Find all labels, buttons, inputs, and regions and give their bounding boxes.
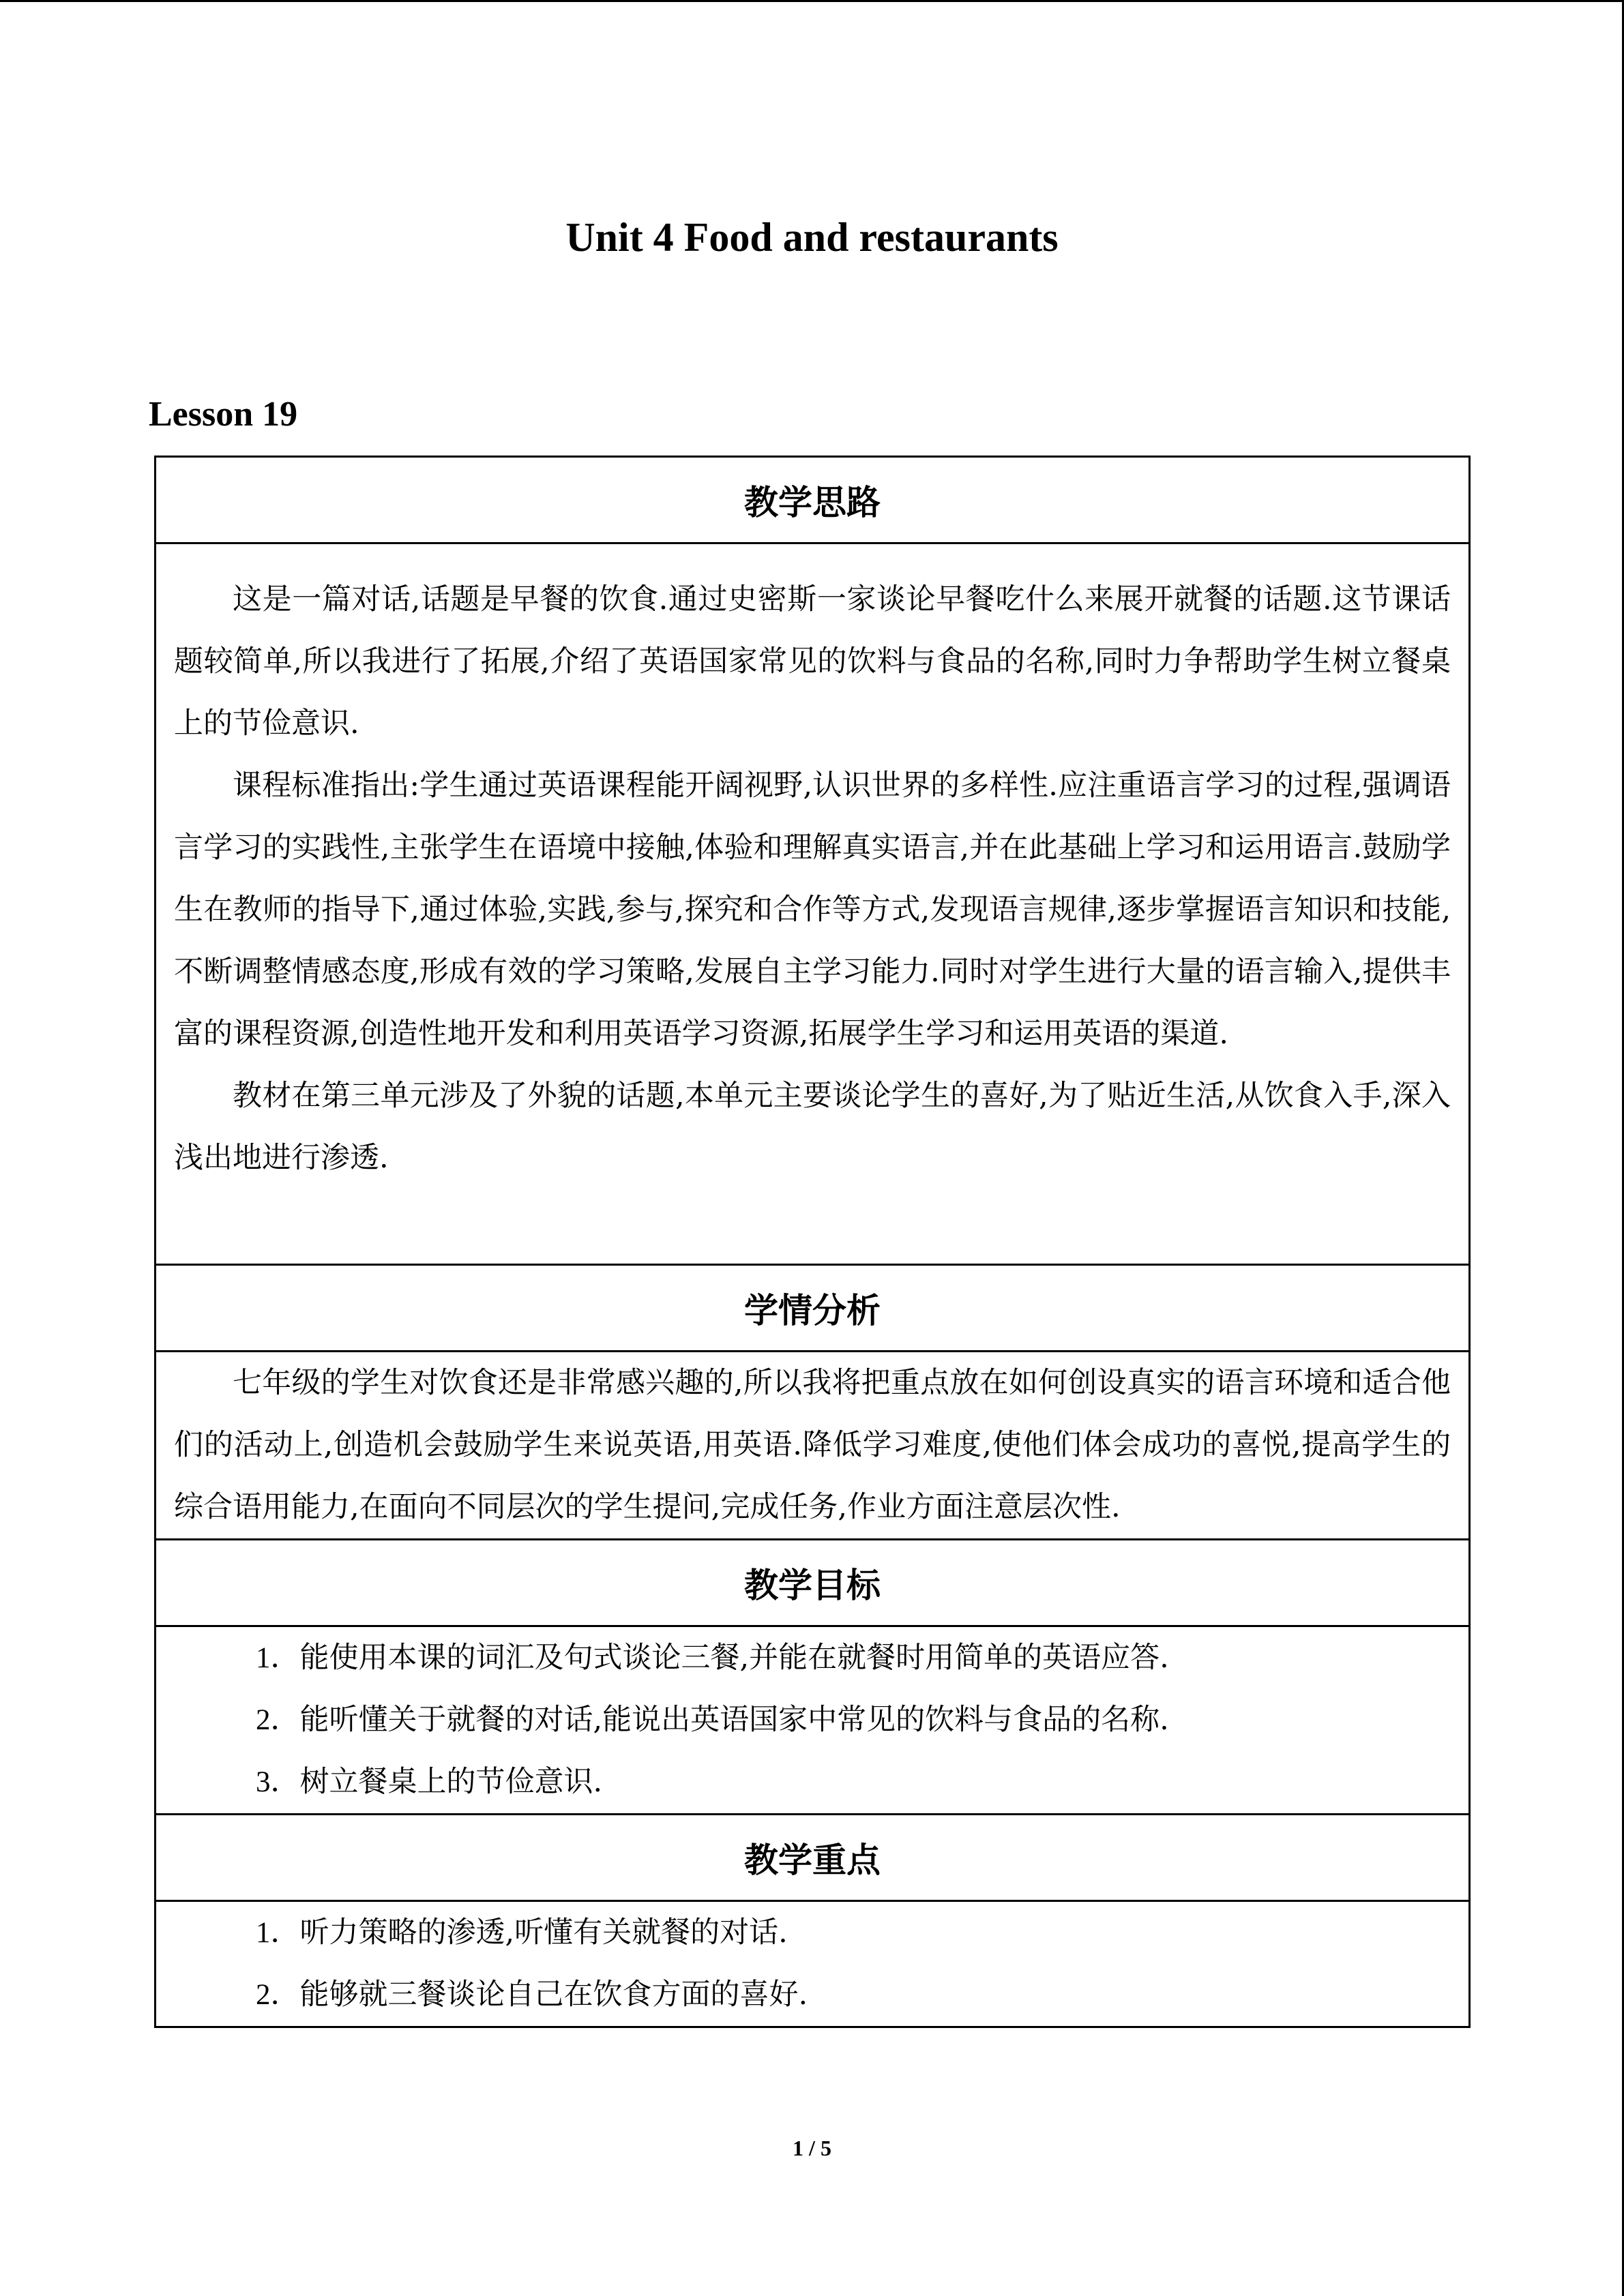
key-point-text: 能够就三餐谈论自己在饮食方面的喜好. <box>299 1978 808 2012</box>
key-point-item <box>174 1902 1451 1964</box>
page-border-top <box>0 0 1624 2</box>
key-points-body <box>156 1901 1470 2027</box>
key-point-item <box>174 1964 1451 2026</box>
teaching-idea-heading-row <box>156 457 1470 543</box>
objective-item <box>174 1751 1451 1813</box>
objectives-heading: 教学目标 <box>156 1540 1470 1626</box>
document-title: Unit 4 Food and restaurants <box>565 215 1059 260</box>
lesson-plan-table <box>154 456 1471 2028</box>
page-number: 1 / 5 <box>793 2136 831 2160</box>
student-analysis-body-row <box>156 1352 1470 1540</box>
objective-text: 能听懂关于就餐的对话,能说出英语国家中常见的饮料与食品的名称. <box>299 1703 1169 1737</box>
teaching-idea-body <box>156 543 1470 1265</box>
teaching-idea-body-row <box>156 543 1470 1265</box>
teaching-idea-paragraph: 教材在第三单元涉及了外貌的话题,本单元主要谈论学生的喜好,为了贴近生活,从饮食入手,深入浅出地进行渗透. <box>174 1079 1451 1175</box>
objective-number: 2． <box>256 1704 300 1736</box>
key-point-text: 听力策略的渗透,听懂有关就餐的对话. <box>299 1915 788 1950</box>
objective-item <box>174 1689 1451 1751</box>
student-analysis-body <box>156 1352 1470 1540</box>
teaching-idea-paragraph: 课程标准指出:学生通过英语课程能开阔视野,认识世界的多样性.应注重语言学习的过程,强调语言学习的实践性,主张学生在语境中接触,体验和理解真实语言,并在此基础上学习和运用语言.鼓励学生在教师的指导下,通过体验,实践,参与,探究和合作等方式,发现语言规律,逐步掌握语言知识和技能,不断调整情感态度,形成有效的学习策略,发展自主学习能力.同时对学生进行大量的语言输入,提供丰富的课程资源,创造性地开发和利用英语学习资源,拓展学生学习和运用英语的渠道. <box>174 769 1451 1051</box>
objectives-body-row <box>156 1626 1470 1815</box>
lesson-label: Lesson 19 <box>149 395 298 434</box>
student-analysis-paragraph: 七年级的学生对饮食还是非常感兴趣的,所以我将把重点放在如何创设真实的语言环境和适合他们的活动上,创造机会鼓励学生来说英语,用英语.降低学习难度,使他们体会成功的喜悦,提高学生的综合语用能力,在面向不同层次的学生提问,完成任务,作业方面注意层次性. <box>174 1366 1451 1524</box>
student-analysis-heading: 学情分析 <box>156 1265 1470 1352</box>
objective-text: 能使用本课的词汇及句式谈论三餐,并能在就餐时用简单的英语应答. <box>299 1641 1169 1675</box>
objective-number: 3． <box>256 1766 300 1798</box>
teaching-idea-heading: 教学思路 <box>156 457 1470 543</box>
key-points-heading: 教学重点 <box>156 1815 1470 1901</box>
objectives-heading-row <box>156 1540 1470 1626</box>
key-point-number: 2． <box>256 1979 300 2011</box>
key-point-number: 1． <box>256 1917 300 1949</box>
objective-item <box>174 1627 1451 1689</box>
key-points-body-row <box>156 1901 1470 2027</box>
objective-number: 1． <box>256 1642 300 1674</box>
student-analysis-heading-row <box>156 1265 1470 1352</box>
objectives-body <box>156 1626 1470 1815</box>
teaching-idea-paragraph: 这是一篇对话,话题是早餐的饮食.通过史密斯一家谈论早餐吃什么来展开就餐的话题.这节课话题较简单,所以我进行了拓展,介绍了英语国家常见的饮料与食品的名称,同时力争帮助学生树立餐桌上的节俭意识. <box>174 582 1451 741</box>
objective-text: 树立餐桌上的节俭意识. <box>299 1765 603 1799</box>
key-points-heading-row <box>156 1815 1470 1901</box>
